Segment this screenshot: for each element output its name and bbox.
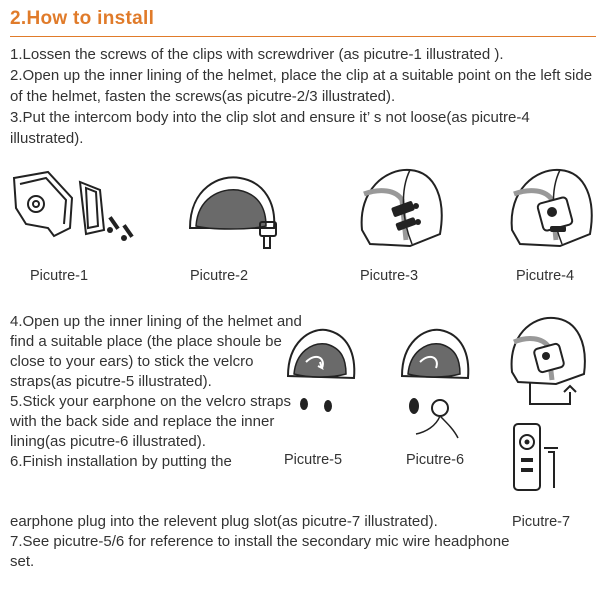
figure-earphone-plug: [500, 312, 600, 508]
helmet-side-clip-illustration: [350, 160, 450, 260]
caption-picture-1: Picutre-1: [30, 268, 89, 284]
clip-screws-illustration: [8, 168, 140, 258]
caption-picture-3: Picutre-3: [360, 268, 419, 284]
instructions-steps-6-7: [10, 512, 510, 572]
intro-instructions: [10, 44, 602, 149]
figure-helmet-clip: [180, 168, 290, 258]
instruction-step-5: 5.Stick your earphone on the velcro straps with the back side and replace the inner lining(as picutre-6 illustrated).: [10, 393, 291, 450]
instruction-step-4: 4.Open up the inner lining of the helmet and find a suitable place (the place shoule be close to your ears) to stick the velcro straps(as picutre-5 illustrated).: [10, 313, 302, 390]
helmet-clip-illustration: [180, 168, 290, 258]
figure-earphone-velcro: [396, 322, 476, 442]
caption-picture-6: Picutre-6: [406, 452, 465, 468]
section-title: 2.How to install: [10, 8, 155, 29]
caption-picture-4: Picutre-4: [516, 268, 575, 284]
instruction-step-3: 3.Put the intercom body into the clip slot and ensure it’ s not loose(as picutre-4 illustrated).: [10, 109, 530, 147]
instruction-step-6-end: earphone plug into the relevent plug slot(as picutre-7 illustrated).: [10, 513, 438, 530]
figure-helmet-side-clip: [350, 160, 450, 260]
instruction-step-2: 2.Open up the inner lining of the helmet, place the clip at a suitable point on the left side of the helmet, fasten the screws(as picutre-2/3 illustrated).: [10, 67, 593, 105]
velcro-straps-illustration: [282, 322, 362, 422]
caption-picture-2: Picutre-2: [190, 268, 249, 284]
instruction-step-1: 1.Lossen the screws of the clips with screwdriver (as picutre-1 illustrated ).: [10, 46, 504, 63]
caption-picture-5: Picutre-5: [284, 452, 343, 468]
figure-velcro-straps: [282, 322, 362, 422]
earphone-velcro-illustration: [396, 322, 476, 442]
instruction-step-6-start: 6.Finish installation by putting the: [10, 453, 232, 470]
figure-clip-screws: [8, 168, 140, 258]
title-divider: [10, 36, 596, 37]
earphone-plug-illustration: [500, 312, 600, 508]
helmet-intercom-illustration: [500, 160, 600, 260]
caption-picture-7: Picutre-7: [512, 514, 571, 530]
figure-helmet-intercom: [500, 160, 600, 260]
instruction-step-7: 7.See picutre-5/6 for reference to install the secondary mic wire headphone set.: [10, 533, 510, 570]
instructions-steps-4-6: [10, 312, 310, 472]
